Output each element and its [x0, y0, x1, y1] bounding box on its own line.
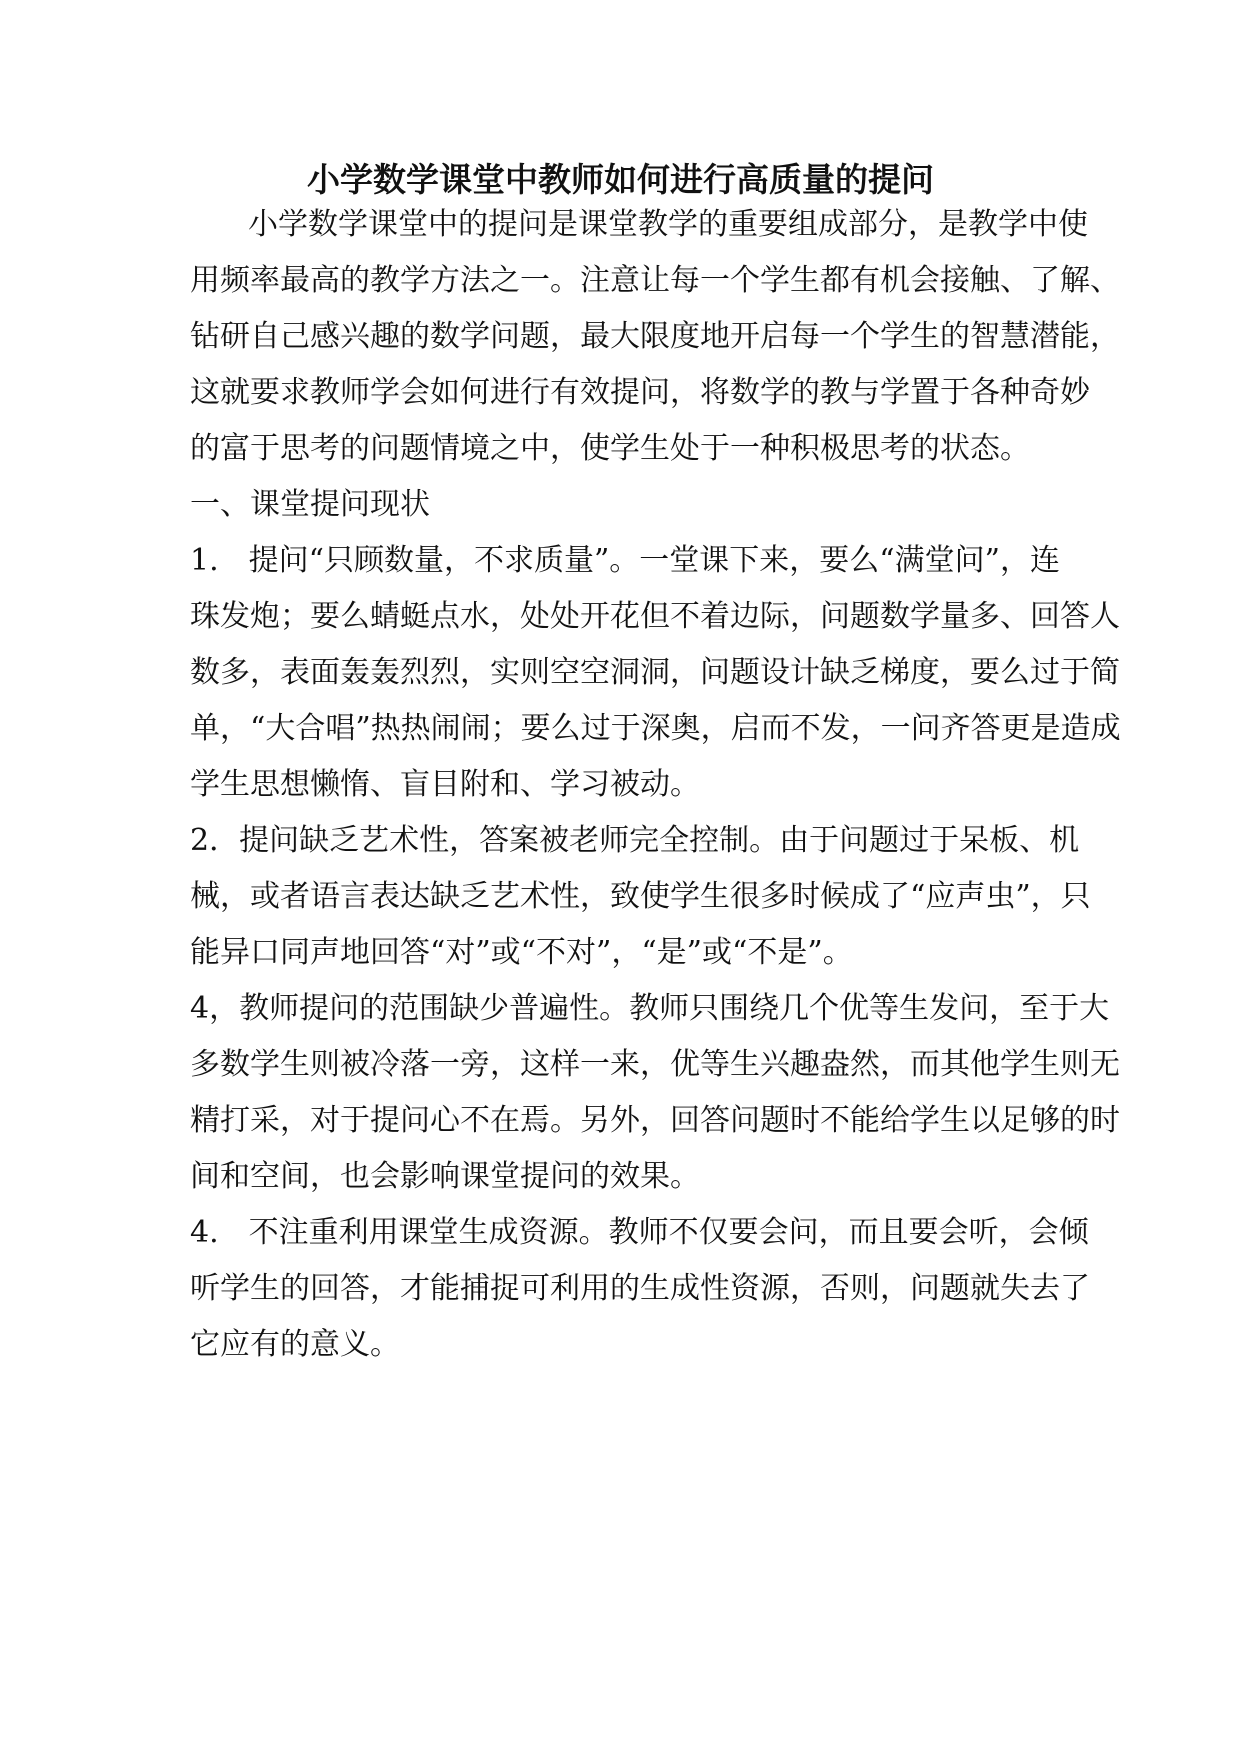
point-2-line: 能异口同声地回答“对”或“不对”，“是”或“不是”。: [190, 935, 853, 970]
point-4-line: 它应有的意义。: [190, 1327, 400, 1362]
point-1-line: 学生思想懒惰、盲目附和、学习被动。: [190, 767, 700, 802]
point-4-line: 听学生的回答，才能捕捉可利用的生成性资源，否则，问题就失去了: [190, 1271, 1090, 1306]
point-3-line: 间和空间，也会影响课堂提问的效果。: [190, 1159, 700, 1194]
point-1-line: 1. 提问“只顾数量，不求质量”。一堂课下来，要么“满堂问”，连: [190, 543, 1060, 578]
point-3-line: 精打采，对于提问心不在焉。另外，回答问题时不能给学生以足够的时: [190, 1103, 1120, 1138]
point-2-line: 械，或者语言表达缺乏艺术性，致使学生很多时候成了“应声虫”，只: [190, 879, 1091, 914]
intro-line: 用频率最高的教学方法之一。注意让每一个学生都有机会接触、了解、: [190, 263, 1120, 298]
point-1-line: 数多，表面轰轰烈烈，实则空空洞洞，问题设计缺乏梯度，要么过于简: [190, 655, 1120, 690]
intro-line: 这就要求教师学会如何进行有效提问，将数学的教与学置于各种奇妙: [190, 375, 1090, 410]
point-1-line: 单，“大合唱”热热闹闹；要么过于深奥，启而不发，一问齐答更是造成: [190, 711, 1121, 746]
point-3-line: 多数学生则被冷落一旁，这样一来，优等生兴趣盎然，而其他学生则无: [190, 1047, 1120, 1082]
section-heading: 一、课堂提问现状: [190, 487, 430, 522]
point-1-line: 珠发炮；要么蜻蜓点水，处处开花但不着边际，问题数学量多、回答人: [190, 599, 1120, 634]
intro-line: 的富于思考的问题情境之中，使学生处于一种积极思考的状态。: [190, 431, 1030, 466]
point-4-line: 4. 不注重利用课堂生成资源。教师不仅要会问，而且要会听，会倾: [190, 1215, 1089, 1250]
point-2-line: 2．提问缺乏艺术性，答案被老师完全控制。由于问题过于呆板、机: [190, 823, 1080, 858]
intro-line: 小学数学课堂中的提问是课堂教学的重要组成部分，是教学中使: [248, 207, 1088, 242]
document-title: 小学数学课堂中教师如何进行高质量的提问: [307, 160, 934, 199]
intro-line: 钻研自己感兴趣的数学问题，最大限度地开启每一个学生的智慧潜能，: [190, 319, 1120, 354]
point-3-line: 4，教师提问的范围缺少普遍性。教师只围绕几个优等生发问，至于大: [190, 991, 1110, 1026]
